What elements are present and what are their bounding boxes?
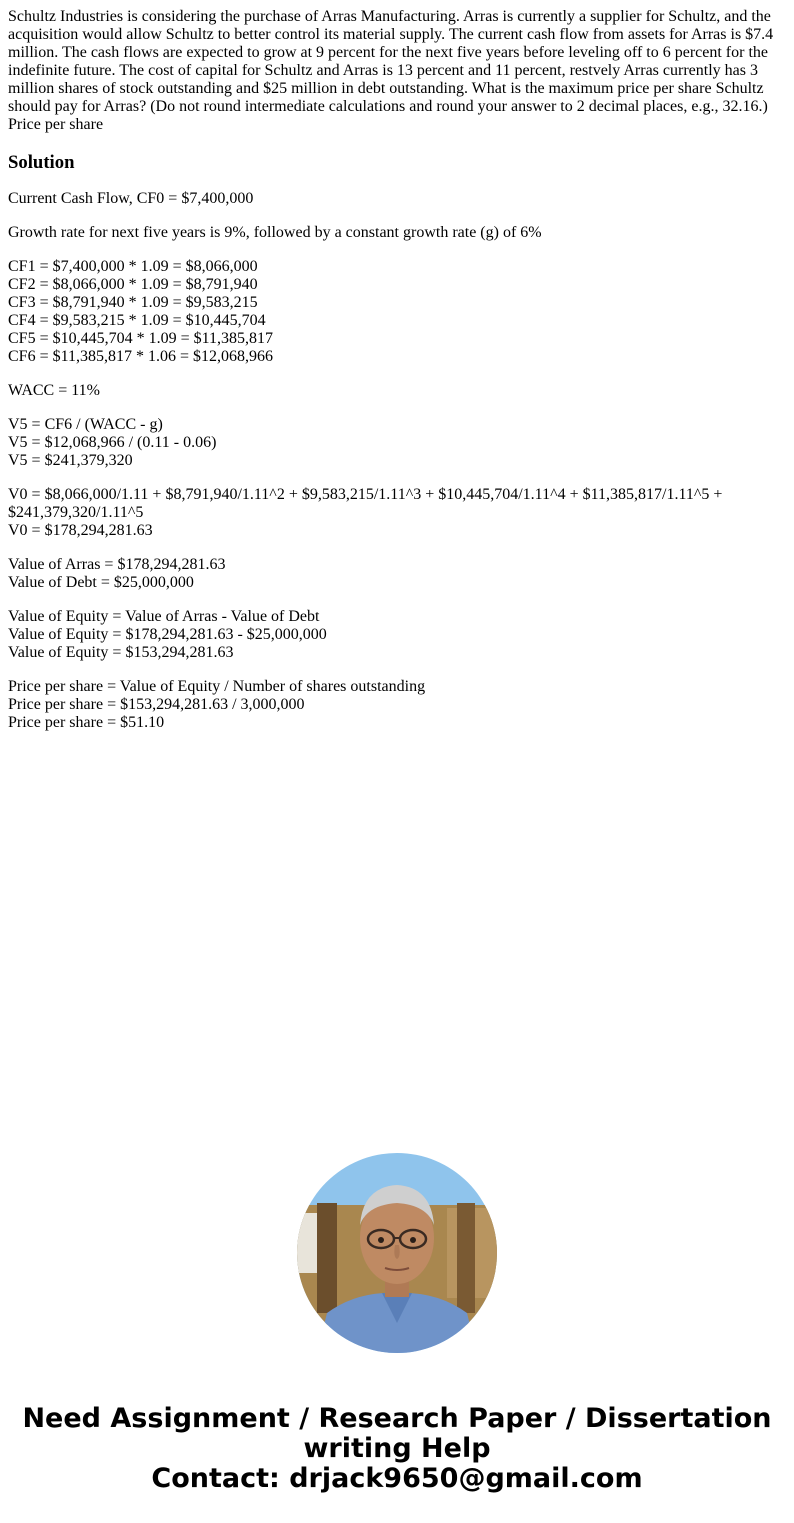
solution-line: Value of Arras = $178,294,281.63 bbox=[8, 556, 226, 573]
solution-line: CF6 = $11,385,817 * 1.06 = $12,068,966 bbox=[8, 348, 274, 365]
solution-line: V5 = $241,379,320 bbox=[8, 452, 133, 469]
solution-line: V0 = $8,066,000/1.11 + $8,791,940/1.11^2 + $9,583,215/1.11^3 + $10,445,704/1.11^4 + $11,385,817/1.11^5 + $241,379,320/1.11^5 bbox=[8, 486, 723, 521]
solution-line: V5 = CF6 / (WACC - g) bbox=[8, 416, 163, 433]
solution-line: CF1 = $7,400,000 * 1.09 = $8,066,000 bbox=[8, 258, 258, 275]
solution-line: Value of Equity = $153,294,281.63 bbox=[8, 644, 234, 661]
solution-paragraph bbox=[8, 416, 786, 470]
document-body bbox=[8, 8, 786, 748]
author-photo bbox=[297, 1153, 497, 1353]
solution-line: Price per share = Value of Equity / Number of shares outstanding bbox=[8, 678, 426, 695]
solution-line: Value of Debt = $25,000,000 bbox=[8, 574, 194, 591]
solution-paragraph bbox=[8, 486, 786, 540]
solution-paragraph bbox=[8, 678, 786, 732]
question-text: Schultz Industries is considering the purchase of Arras Manufacturing. Arras is currently a supplier for Schultz, and the acquisition would allow Schultz to better control its material supply. The current cash flow from assets for Arras is $7.4 million. The cash flows are expected to grow at 9 percent for the next five years before leveling off to 6 percent for the indefinite future. The cost of capital for Schultz and Arras is 13 percent and 11 percent, restvely Arras currently has 3 million shares of stock outstanding and $25 million in debt outstanding. What is the maximum price per share Schultz should pay for Arras? (Do not round intermediate calculations and round your answer to 2 decimal places, e.g., 32.16.) bbox=[8, 8, 774, 115]
solution-paragraph bbox=[8, 556, 786, 592]
solution-line: CF2 = $8,066,000 * 1.09 = $8,791,940 bbox=[8, 276, 258, 293]
solution-line: Price per share = $51.10 bbox=[8, 714, 165, 731]
footer-contact: Contact: drjack9650@gmail.com bbox=[151, 1463, 643, 1494]
solution-line: CF5 = $10,445,704 * 1.09 = $11,385,817 bbox=[8, 330, 274, 347]
solution-line: V5 = $12,068,966 / (0.11 - 0.06) bbox=[8, 434, 217, 451]
solution-line: WACC = 11% bbox=[8, 382, 100, 399]
solution-line: CF3 = $8,791,940 * 1.09 = $9,583,215 bbox=[8, 294, 258, 311]
solution-line: V0 = $178,294,281.63 bbox=[8, 522, 153, 539]
solution-line: CF4 = $9,583,215 * 1.09 = $10,445,704 bbox=[8, 312, 266, 329]
solution-paragraph bbox=[8, 190, 786, 208]
solution-line: Growth rate for next five years is 9%, followed by a constant growth rate (g) of 6% bbox=[8, 224, 542, 241]
solution-line: Value of Equity = $178,294,281.63 - $25,000,000 bbox=[8, 626, 327, 643]
question-block bbox=[8, 8, 786, 134]
question-prompt: Price per share bbox=[8, 116, 104, 133]
solution-line: Value of Equity = Value of Arras - Value of Debt bbox=[8, 608, 320, 625]
solution-paragraph bbox=[8, 608, 786, 662]
solution-heading: Solution bbox=[8, 152, 75, 173]
solution-line: Price per share = $153,294,281.63 / 3,000,000 bbox=[8, 696, 305, 713]
footer-headline: Need Assignment / Research Paper / Dissertation writing Help bbox=[22, 1403, 772, 1464]
solution-paragraph bbox=[8, 382, 786, 400]
author-avatar bbox=[297, 1153, 497, 1353]
solution-paragraph bbox=[8, 258, 786, 366]
solution-line: Current Cash Flow, CF0 = $7,400,000 bbox=[8, 190, 254, 207]
footer-banner bbox=[0, 1404, 794, 1494]
solution-paragraph bbox=[8, 224, 786, 242]
